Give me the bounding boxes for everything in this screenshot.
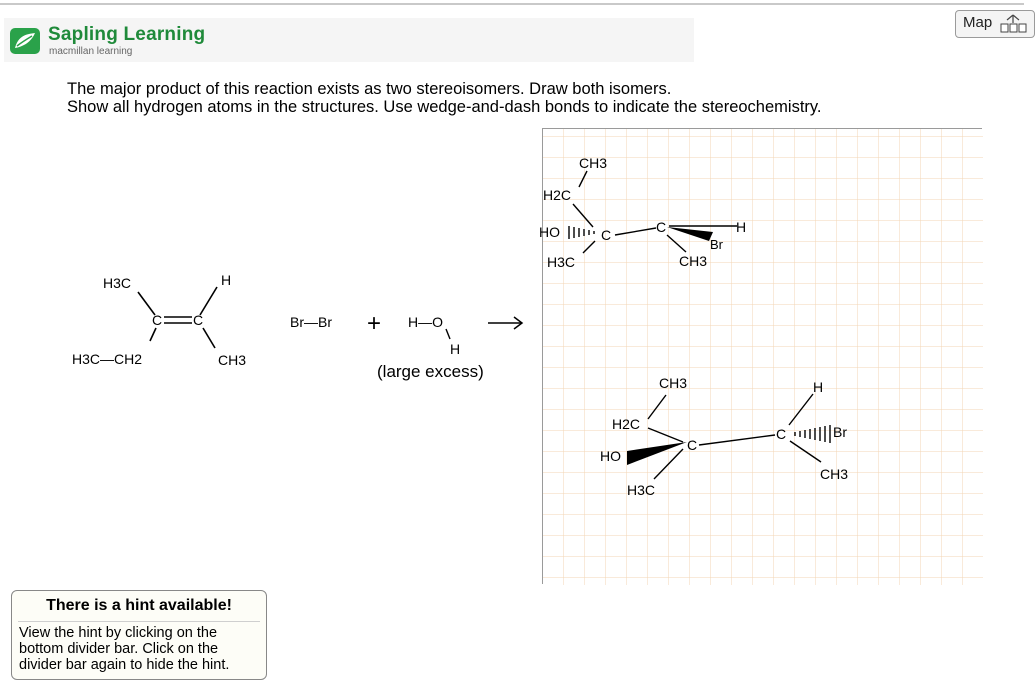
atom-label: C [776,426,787,442]
map-button[interactable] [955,10,1035,38]
atom-label: Br [710,237,723,252]
reagent-bromine: Br—Br [290,314,332,330]
atom-label: HO [539,224,560,240]
atom-label: H2C [612,416,641,432]
atom-label: C [193,312,204,328]
atom-label: Br [833,424,847,440]
hint-divider [18,621,260,622]
hint-panel[interactable] [11,590,267,680]
bond [203,328,215,348]
top-border [0,3,1024,5]
atom-label: CH3 [659,375,688,391]
atom-label: H3C [103,275,132,291]
drawing-canvas[interactable] [539,128,982,584]
reaction-scheme [60,265,540,395]
atom-label: H2C [543,187,572,203]
question-prompt [67,80,822,116]
hint-title: There is a hint available! [46,597,232,614]
atom-label: H3C [627,482,656,498]
atom-label: H [450,341,461,357]
atom-label: CH3 [218,352,247,368]
atom-label: CH3 [679,253,708,269]
question-line-1: The major product of this reaction exists as two stereoisomers. Draw both isomers. [67,80,672,98]
atom-label: H [813,379,824,395]
atom-label: H [736,219,747,235]
sitemap-icon [1000,14,1026,34]
drawing-grid [539,129,983,585]
reagent-water: H—O [408,314,443,330]
atom-label: H3C—CH2 [72,351,143,367]
atom-label: HO [600,448,621,464]
question-line-2: Show all hydrogen atoms in the structures. Use wedge-and-dash bonds to indicate the stereochemistry. [67,98,822,116]
atom-label: C [152,312,163,328]
sapling-leaf-icon [10,28,40,54]
atom-label: C [687,437,698,453]
bond [446,329,450,339]
brand-name: Sapling Learning [48,24,206,45]
bond [150,328,156,341]
atom-label: C [656,219,667,235]
brand-subtitle: macmillan learning [49,46,133,57]
atom-label: H [221,272,232,288]
hint-text: View the hint by clicking on the bottom divider bar. Click on the divider bar again to hide the hint. [19,625,230,673]
bond [200,287,217,315]
atom-label: H3C [547,254,576,270]
atom-label: CH3 [579,155,608,171]
atom-label: CH3 [820,466,849,482]
plus-sign: + [367,310,382,337]
atom-label: C [601,227,612,243]
reaction-condition: (large excess) [377,362,484,381]
map-label: Map [963,14,993,31]
